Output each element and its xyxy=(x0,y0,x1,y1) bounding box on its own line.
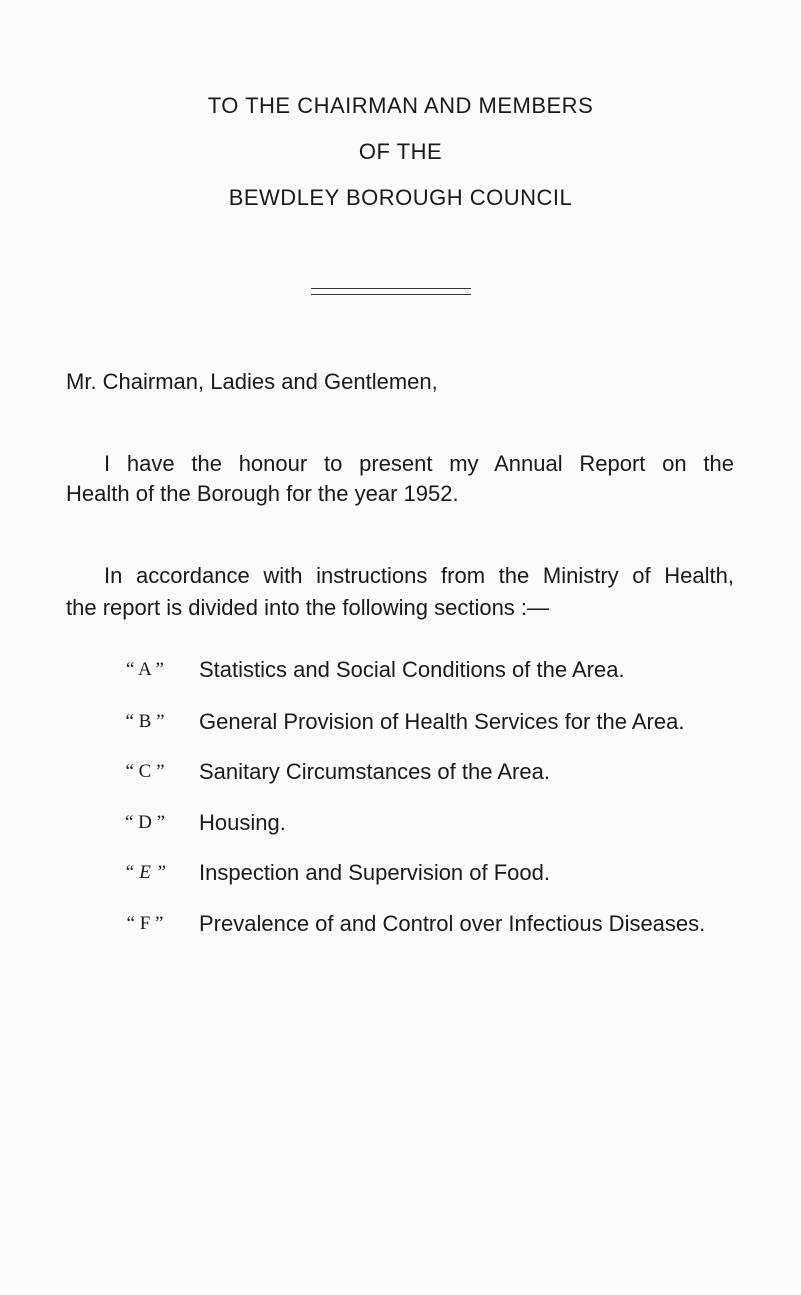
paragraph-2-line-1: In accordance with instructions from the Ministry of Health, xyxy=(104,563,734,588)
double-rule-divider xyxy=(311,288,471,295)
heading-line-3: BEWDLEY BOROUGH COUNCIL xyxy=(228,185,573,210)
heading-line-1: TO THE CHAIRMAN AND MEMBERS xyxy=(207,93,594,118)
paragraph-1-line-2: Health of the Borough for the year 1952. xyxy=(66,481,459,506)
heading-line-2: OF THE xyxy=(358,139,443,164)
section-label: “ D ” xyxy=(124,812,166,833)
section-label: “ F ” xyxy=(126,913,164,934)
section-label: “ E ” xyxy=(123,862,167,883)
section-text: General Provision of Health Services for the Area. xyxy=(199,709,685,734)
section-text: Sanitary Circumstances of the Area. xyxy=(199,759,550,784)
section-text: Housing. xyxy=(199,810,286,835)
section-label: “ C ” xyxy=(125,761,165,782)
section-label: “ A ” xyxy=(126,659,164,680)
section-label: “ B ” xyxy=(125,711,165,732)
paragraph-2-line-2: the report is divided into the following sections :— xyxy=(66,595,550,620)
salutation: Mr. Chairman, Ladies and Gentlemen, xyxy=(66,369,438,394)
section-text: Inspection and Supervision of Food. xyxy=(199,860,551,885)
paragraph-1-line-1: I have the honour to present my Annual Report on the xyxy=(104,451,734,476)
section-text: Statistics and Social Conditions of the Area. xyxy=(199,657,625,682)
section-text: Prevalence of and Control over Infectious Diseases. xyxy=(199,911,706,936)
